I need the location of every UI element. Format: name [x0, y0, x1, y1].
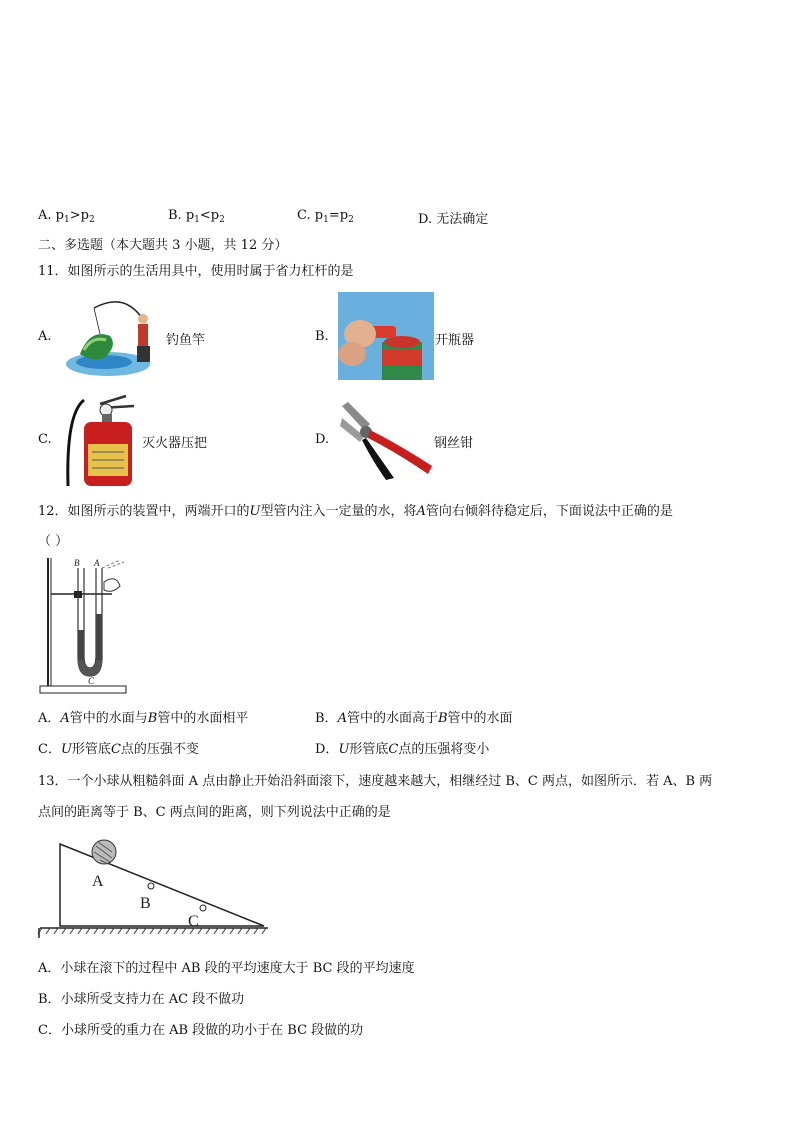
q12-option-a: A．A管中的水面与B管中的水面相平: [38, 711, 249, 726]
q13-stem-line1: 13．一个小球从粗糙斜面 A 点由静止开始沿斜面滚下，速度越来越大，相继经过 B、C 两点，如图所示．若 A、B 两: [38, 774, 713, 789]
point-c-label: C: [88, 676, 95, 686]
q12-option-b: B．A管中的水面高于B管中的水面: [315, 711, 513, 726]
q11-option-c-caption: 灭火器压把: [142, 436, 208, 451]
q12-answer-bracket: （ ）: [38, 534, 69, 549]
q12-option-d: D．U形管底C点的压强将变小: [315, 742, 490, 757]
q11-option-c-label: C.: [38, 432, 52, 447]
q11-option-a-label: A.: [38, 329, 52, 344]
bottle-opener-image: [338, 292, 434, 384]
q13-option-b: B．小球所受支持力在 AC 段不做功: [38, 992, 245, 1007]
q11-option-d-label: D.: [315, 432, 330, 447]
q11-option-a-caption: 钓鱼竿: [166, 333, 206, 348]
q13-stem-line2: 点间的距离等于 B、C 两点间的距离，则下列说法中正确的是: [38, 805, 391, 820]
q12-stem: 12．如图所示的装置中，两端开口的U型管内注入一定量的水，将A管向右倾斜待稳定后，下面说法中正确的是: [38, 504, 673, 519]
fishing-rod-image: [64, 292, 160, 384]
q11-option-b-label: B.: [315, 329, 329, 344]
q12-option-c: C．U形管底C点的压强不变: [38, 742, 199, 757]
incline-ball-figure: [36, 836, 272, 944]
tube-a-label: A: [94, 558, 100, 568]
q13-option-a: A．小球在滚下的过程中 AB 段的平均速度大于 BC 段的平均速度: [38, 961, 415, 976]
fire-extinguisher-image: [64, 394, 142, 492]
q10-option-b: B. $p_1<p_2$: [168, 208, 225, 225]
point-c-label: C: [188, 913, 199, 930]
q11-option-d-caption: 钢丝钳: [434, 436, 474, 451]
u-tube-apparatus-figure: [38, 556, 138, 702]
point-a-label: A: [92, 873, 104, 890]
q11-option-b-caption: 开瓶器: [435, 333, 475, 348]
q11-stem: 11．如图所示的生活用具中，使用时属于省力杠杆的是: [38, 264, 354, 279]
q10-option-c: C. $p_1=p_2$: [297, 208, 354, 225]
tube-b-label: B: [74, 558, 80, 568]
q10-option-d: D. 无法确定: [418, 212, 489, 227]
q13-option-c: C．小球所受的重力在 AB 段做的功小于在 BC 段做的功: [38, 1023, 364, 1038]
pliers-image: [338, 400, 434, 484]
point-b-label: B: [140, 895, 151, 912]
q10-option-a: A. $p_1>p_2$: [38, 208, 95, 225]
section-title: 二、多选题（本大题共 3 小题，共 12 分）: [38, 238, 288, 253]
